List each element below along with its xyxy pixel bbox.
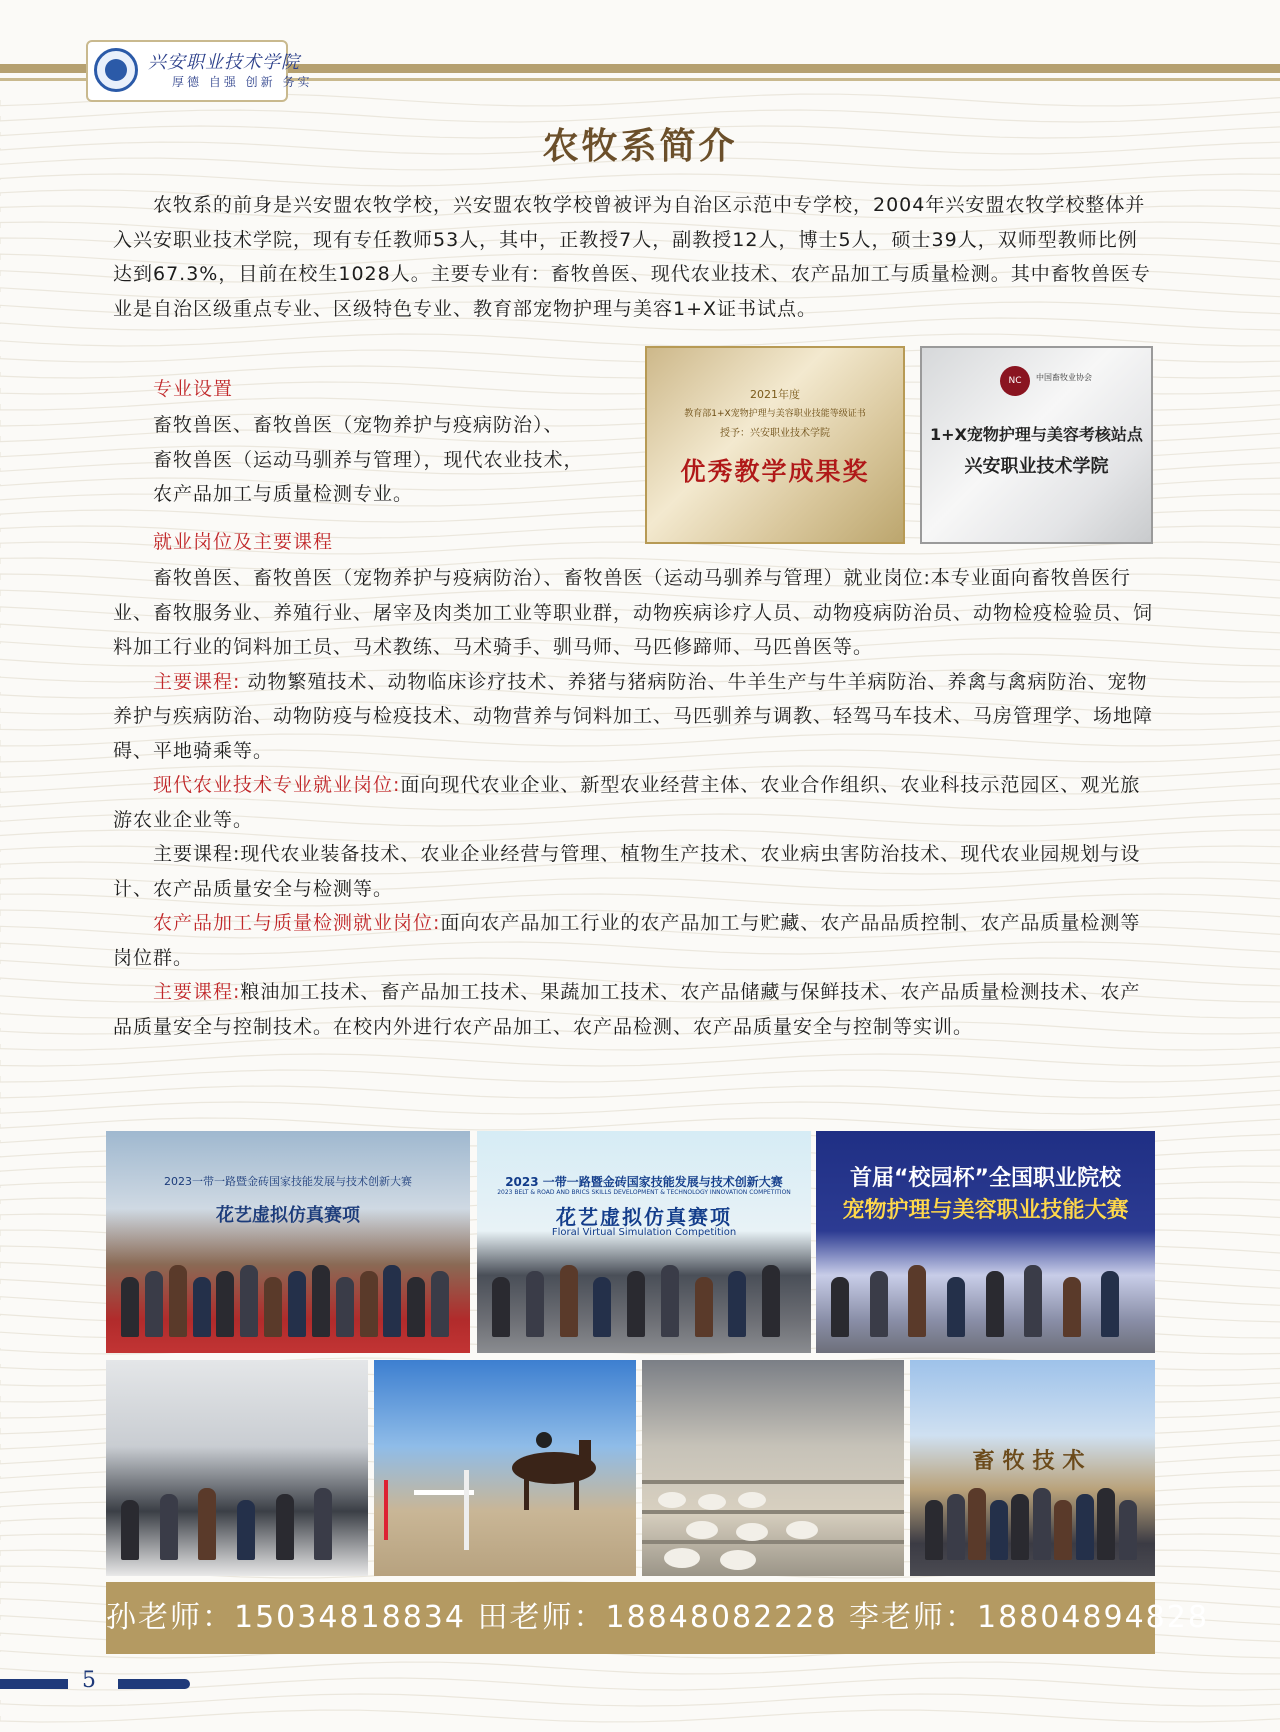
courses-label: 主要课程: — [153, 670, 241, 693]
plaque-program: 教育部1+X宠物护理与美容职业技能等级证书 — [684, 409, 866, 419]
person-figure — [695, 1277, 713, 1337]
footer-bar-left — [0, 1679, 68, 1689]
assessment-site-plaque — [920, 346, 1153, 544]
person-figure — [431, 1271, 449, 1337]
person-figure — [990, 1500, 1008, 1560]
photo-banner-title: 花艺虚拟仿真赛项 — [556, 1205, 732, 1229]
photo-banner-title: 花艺虚拟仿真赛项 — [216, 1205, 360, 1226]
person-figure — [526, 1271, 544, 1337]
photo-pet-grooming-class — [106, 1360, 368, 1576]
wave-line — [0, 1678, 1280, 1690]
person-figure — [145, 1271, 163, 1337]
person-figure — [1101, 1271, 1119, 1337]
person-figure — [1119, 1500, 1137, 1560]
wave-line — [0, 1070, 1280, 1082]
wave-line — [0, 1054, 1280, 1066]
person-figure — [762, 1265, 780, 1337]
person-figure — [237, 1500, 255, 1560]
person-figure — [312, 1265, 330, 1337]
food-courses-label: 主要课程: — [153, 981, 241, 1003]
plaque-association: 中国畜牧业协会 — [1036, 373, 1092, 382]
plaque-site-school: 兴安职业技术学院 — [964, 456, 1109, 477]
food-courses-text: 粮油加工技术、畜产品加工技术、果蔬加工技术、农产品储藏与保鲜技术、农产品质量检测技术、农产品质量安全与控制技术。在校内外进行农产品加工、农产品检测、农产品质量安全与控制等实训。 — [113, 981, 1141, 1038]
modern-agri-courses: 主要课程:现代农业装备技术、农业企业经营与管理、植物生产技术、农业病虫害防治技术、现代农业园规划与设计、农产品质量安全与检测等。 — [113, 843, 1141, 900]
person-figure — [264, 1277, 282, 1337]
person-figure — [492, 1277, 510, 1337]
person-figure — [314, 1488, 332, 1560]
person-figure — [1054, 1500, 1072, 1560]
animal-husbandry-jobs: 畜牧兽医、畜牧兽医（宠物养护与疫病防治）、畜牧兽医（运动马驯养与管理）就业岗位:本专业面向畜牧兽医行业、畜牧服务业、养殖行业、屠宰及肉类加工业等职业群，动物疾病诊疗人员、动物疫病防治员、动物检疫检验员、饲料加工行业的饲料加工员、马术教练、马术骑手、驯马师、马匹修蹄师、马匹兽医等。 — [113, 567, 1154, 658]
person-figure — [336, 1277, 354, 1337]
wave-line — [0, 1662, 1280, 1674]
photo-floral-competition-group — [106, 1131, 470, 1353]
page-number: 5 — [82, 1668, 96, 1693]
group-people — [816, 1257, 1155, 1337]
person-figure — [240, 1265, 258, 1337]
photo-banner-english-title: Floral Virtual Simulation Competition — [551, 1227, 737, 1238]
person-figure — [925, 1500, 943, 1560]
building-sign-text: 畜牧技术 — [972, 1449, 1093, 1474]
food-processing-text: 面向农产品加工行业的农产品加工与贮藏、农产品品质控制、农产品质量检测等岗位群。 — [113, 912, 1141, 969]
modern-agri-label: 现代农业技术专业就业岗位: — [153, 774, 401, 796]
person-figure — [947, 1494, 965, 1560]
person-figure — [360, 1271, 378, 1337]
person-figure — [198, 1488, 216, 1560]
photo-sheep-barn — [642, 1360, 904, 1576]
person-figure — [383, 1265, 401, 1337]
wave-line — [0, 1694, 1280, 1706]
jobs-heading: 就业岗位及主要课程 — [153, 531, 334, 553]
majors-heading: 专业设置 — [153, 378, 234, 400]
person-figure — [1011, 1494, 1029, 1560]
person-figure — [627, 1271, 645, 1337]
person-figure — [593, 1277, 611, 1337]
modern-agri-text: 面向现代农业企业、新型农业经营主体、农业合作组织、农业科技示范园区、观光旅游农业企业等。 — [113, 774, 1141, 831]
majors-line: 农产品加工与质量检测专业。 — [153, 483, 414, 505]
photo-banner-english: 2023 BELT & ROAD AND BRICS SKILLS DEVELOPMENT & TECHNOLOGY INNOVATION COMPETITION — [497, 1189, 791, 1196]
person-figure — [661, 1265, 679, 1337]
association-seal-icon: NC — [1000, 366, 1030, 396]
photo-training-base-ceremony — [910, 1360, 1155, 1576]
school-emblem-icon — [94, 48, 138, 92]
photo-pet-grooming-contest — [816, 1131, 1155, 1353]
plaque-recipient: 授予：兴安职业技术学院 — [720, 428, 830, 439]
majors-line: 畜牧兽医（运动马驯养与管理），现代农业技术， — [153, 448, 584, 471]
group-people — [106, 1480, 368, 1560]
contact-phones: 孙老师：15034818834 田老师：18848082228 李老师：18804894828 — [106, 1600, 1209, 1635]
person-figure — [193, 1277, 211, 1337]
school-name: 兴安职业技术学院 — [148, 52, 300, 73]
photo-show-jumping — [374, 1360, 636, 1576]
person-figure — [121, 1500, 139, 1560]
person-figure — [160, 1494, 178, 1560]
photo-banner-text: 2023一带一路暨金砖国家技能发展与技术创新大赛 — [164, 1175, 412, 1188]
plaque-site-title: 1+X宠物护理与美容考核站点 — [930, 425, 1143, 444]
food-processing-label: 农产品加工与质量检测就业岗位: — [153, 912, 441, 934]
wave-line — [0, 1710, 1280, 1722]
person-figure — [986, 1271, 1004, 1337]
person-figure — [1024, 1265, 1042, 1337]
wave-line — [0, 174, 1280, 186]
page-title: 农牧系简介 — [542, 126, 738, 167]
person-figure — [947, 1277, 965, 1337]
intro-paragraph: 农牧系的前身是兴安盟农牧学校，兴安盟农牧学校曾被评为自治区示范中专学校，2004年兴安盟农牧学校整体并入兴安职业技术学院，现有专任教师53人，其中，正教授7人，副教授12人，博士5人，硕士39人，双师型教师比例达到67.3%，目前在校生1028人。主要专业有：畜牧兽医、现代农业技术、农产品加工与质量检测。其中畜牧兽医专业是自治区级重点专业、区级特色专业、教育部宠物护理与美容1+X证书试点。 — [113, 194, 1151, 320]
courses-text: 动物繁殖技术、动物临床诊疗技术、养猪与猪病防治、牛羊生产与牛羊病防治、养禽与禽病防治、宠物养护与疾病防治、动物防疫与检疫技术、动物营养与饲料加工、马匹驯养与调教、轻驾马车技术、马房管理学、场地障碍、平地骑乘等。 — [113, 670, 1154, 762]
food-processing-jobs — [113, 906, 1153, 975]
person-figure — [288, 1271, 306, 1337]
wave-line — [0, 1118, 1280, 1130]
photo-banner-text: 首届“校园杯”全国职业院校 — [850, 1166, 1121, 1191]
person-figure — [831, 1277, 849, 1337]
wave-line — [0, 1102, 1280, 1114]
person-figure — [1063, 1277, 1081, 1337]
person-figure — [276, 1494, 294, 1560]
teaching-award-plaque — [645, 346, 905, 544]
school-motto: 厚德 自强 创新 务实 — [172, 75, 313, 89]
contact-bar — [106, 1582, 1209, 1654]
school-logo — [86, 40, 313, 102]
jobs-section — [113, 561, 1153, 1044]
person-figure — [121, 1277, 139, 1337]
photo-banner-title: 宠物护理与美容职业技能大赛 — [842, 1198, 1129, 1223]
person-figure — [407, 1277, 425, 1337]
wave-line — [0, 1086, 1280, 1098]
person-figure — [216, 1271, 234, 1337]
majors-list — [153, 408, 653, 512]
majors-line: 畜牧兽医、畜牧兽医（宠物养护与疫病防治）、 — [153, 414, 564, 436]
person-figure — [560, 1265, 578, 1337]
group-people — [106, 1257, 470, 1337]
person-figure — [1076, 1494, 1094, 1560]
modern-agri-jobs — [113, 768, 1153, 837]
person-figure — [968, 1488, 986, 1560]
person-figure — [870, 1271, 888, 1337]
photo-banner-text: 2023 一带一路暨金砖国家技能发展与技术创新大赛 — [505, 1175, 783, 1189]
footer-bar-right — [118, 1679, 190, 1689]
wave-line — [0, 334, 1280, 346]
group-people — [477, 1257, 811, 1337]
plaque-year: 2021年度 — [750, 388, 800, 401]
plaque-award: 优秀教学成果奖 — [680, 457, 870, 486]
person-figure — [1033, 1488, 1051, 1560]
photo-floral-competition-stage — [477, 1131, 811, 1353]
person-figure — [1097, 1488, 1115, 1560]
person-figure — [169, 1265, 187, 1337]
person-figure — [908, 1265, 926, 1337]
food-processing-courses — [113, 975, 1153, 1044]
person-figure — [728, 1271, 746, 1337]
horse-jump-icon — [374, 1360, 636, 1576]
sheep-pens-icon — [642, 1360, 904, 1576]
group-people — [910, 1480, 1155, 1560]
animal-husbandry-courses — [113, 665, 1153, 769]
